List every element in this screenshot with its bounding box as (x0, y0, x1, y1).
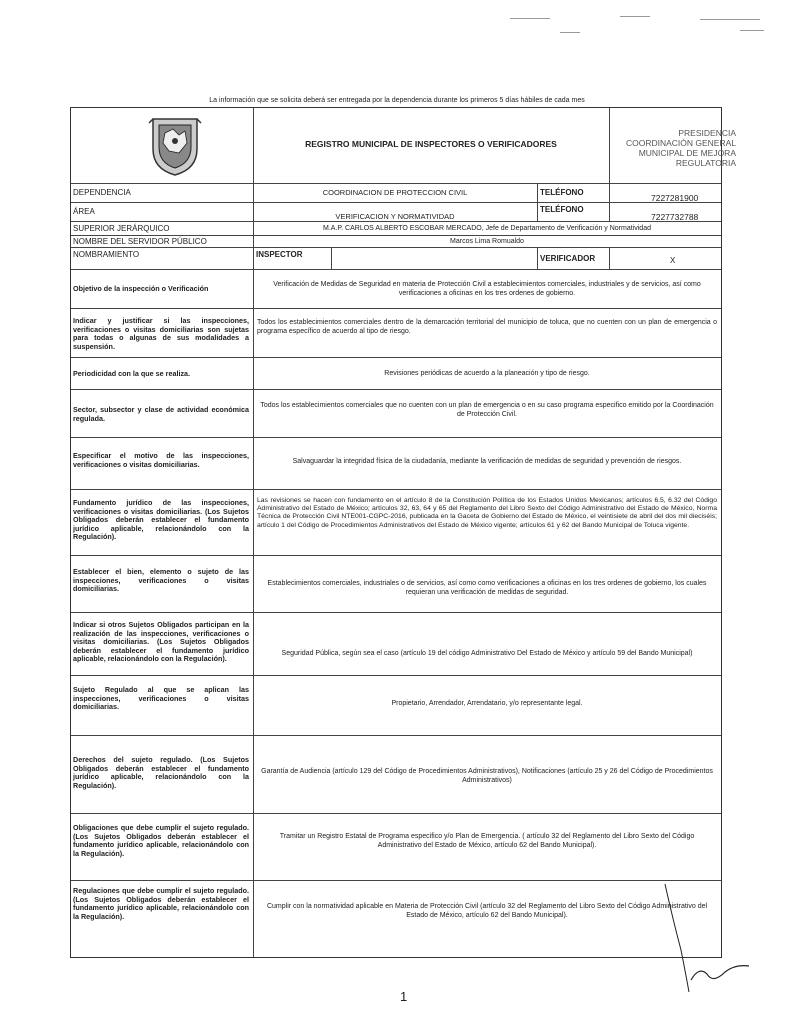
scan-artifact (620, 16, 650, 17)
motivo-row (71, 438, 721, 490)
scan-artifact (560, 32, 580, 33)
scan-artifact (740, 30, 764, 31)
otros-sujetos-row (71, 613, 721, 676)
verificador-label: VERIFICADOR (540, 254, 596, 263)
verificador-mark: X (670, 256, 676, 265)
area-label: ÁREA (73, 207, 95, 216)
regulaciones-row (71, 881, 721, 957)
row-value: Cumplir con la normatividad aplicable en Materia de Protección Civil (artículo 32 del Reglamento del Libro Sexto del Código Administrativo del Estado de México, artículo 62 del Bando Municipal). (266, 903, 708, 919)
servidor-label: NOMBRE DEL SERVIDOR PÚBLICO (73, 237, 207, 246)
telefono-label-1: TELÉFONO (540, 188, 584, 197)
row-label: Sector, subsector y clase de actividad económica regulada. (73, 405, 249, 423)
suspension-row (71, 309, 721, 358)
dependencia-row (71, 184, 721, 203)
dependencia-value: COORDINACION DE PROTECCION CIVIL (322, 188, 468, 197)
org-line-1: PRESIDENCIA (678, 128, 736, 138)
nombramiento-label: NOMBRAMIENTO (73, 250, 140, 259)
scan-artifact (700, 19, 760, 20)
area-row (71, 203, 721, 222)
signature-mark-icon (655, 880, 755, 1000)
row-label: Fundamento jurídico de las inspecciones, verificaciones o visitas domiciliarias. (Los Sujetos Obligados deberán establecer el fundamento jurídico aplicable, relacionándolo con la Regulación). (73, 498, 249, 541)
inspector-label: INSPECTOR (256, 250, 303, 259)
page-number: 1 (400, 989, 408, 1004)
row-label: Periodicidad con la que se realiza. (73, 369, 191, 378)
row-value: Las revisiones se hacen con fundamento en el artículo 8 de la Constitución Política de los Estados Unidos Mexicanos; artículos 6.5, 6.32 del Código Administrativo del Estado de México; artículos 32, 63, 64 y 65 del Reglamento del Libro Sexto del Código Administrativo del Estado de México, Norma Técnica de Protección Civil NTE001-CGPC-2016, publicada en la Gaceta de Gobierno del Estado de México, el veintisiete de abril del dos mil dieciséis; artículo 1 del Código de Procedimientos Administrativos del Estado de México vigente; artículos 61 y 62 del Bando Municipal de Toluca vigente. (257, 497, 717, 529)
sector-row (71, 390, 721, 438)
servidor-value: Marcos Lima Romualdo (450, 238, 524, 245)
periodicidad-row (71, 358, 721, 390)
row-label: Objetivo de la inspección o Verificación (73, 284, 209, 293)
superior-value: M.A.P. CARLOS ALBERTO ESCOBAR MERCADO, Jefe de Departamento de Verificación y Normatividad (323, 225, 651, 232)
obligaciones-row (71, 814, 721, 881)
row-value: Salvaguardar la integridad física de la ciudadanía, mediante la verificación de medidas de seguridad y prevención de riesgos. (292, 458, 682, 465)
bien-row (71, 556, 721, 613)
org-label (611, 128, 736, 168)
row-label: Especificar el motivo de las inspecciones, verificaciones o visitas domiciliarias. (73, 451, 249, 469)
row-label: Indicar si otros Sujetos Obligados participan en la realización de las inspecciones, verificaciones o visitas domiciliarias. (Los Sujetos Obligados deberán establecer el fundamento jurídico aplicable, relacionándolo con la Regulación). (73, 620, 249, 663)
org-line-3: MUNICIPAL DE MEJORA (638, 148, 736, 158)
row-label: Establecer el bien, elemento o sujeto de las inspecciones, verificaciones o visitas domiciliarias. (73, 567, 249, 593)
row-value: Seguridad Pública, según sea el caso (artículo 19 del código Administrativo Del Estado de México y artículo 59 del Bando Municipal) (281, 650, 693, 657)
row-value: Propietario, Arrendador, Arrendatario, y/o representante legal. (391, 700, 583, 707)
sujeto-regulado-row (71, 676, 721, 736)
fundamento-row (71, 490, 721, 556)
form-title: REGISTRO MUNICIPAL DE INSPECTORES O VERIFICADORES (305, 139, 557, 149)
telefono-value-2: 7227732788 (651, 212, 699, 222)
superior-label: SUPERIOR JERÁRQUICO (73, 224, 170, 233)
row-label: Obligaciones que debe cumplir el sujeto regulado. (Los Sujetos Obligados deberán establecer el fundamento jurídico aplicable, relacionándolo con la Regulación). (73, 823, 249, 858)
header-row (71, 108, 736, 184)
telefono-value-1: 7227281900 (651, 193, 699, 203)
servidor-row (71, 236, 721, 248)
row-value: Verificación de Medidas de Seguridad en materia de Protección Civil a establecimientos comerciales, industriales y de servicios, así como verificaciones a oficinas en los tres ordenes de gobierno. (273, 281, 701, 297)
registry-form (70, 107, 736, 958)
row-label: Regulaciones que debe cumplir el sujeto regulado. (Los Sujetos Obligados deberán establecer el fundamento jurídico aplicable, relacionándolo con la Regulación). (73, 886, 249, 921)
derechos-row (71, 736, 721, 814)
row-value: Todos los establecimientos comerciales dentro de la demarcación territorial del municipio de toluca, que no cuenten con un plan de emergencia o programa específico de acuerdo al tipo de riesgo. (257, 319, 717, 335)
state-emblem-icon (145, 113, 205, 177)
notice-text: La información que se solicita deberá ser entregada por la dependencia durante los primeros 5 días hábiles de cada mes (209, 97, 585, 104)
row-value: Tramitar un Registro Estatal de Programa especifico y/o Plan de Emergencia. ( artículo 32 del Reglamento del Libro Sexto del Código Administrativo del Estado de México, artículo 62 del Bando Municipal). (279, 833, 695, 849)
area-value: VERIFICACION Y NORMATIVIDAD (335, 212, 455, 221)
row-value: Garantía de Audiencia (artículo 129 del Código de Procedimientos Administrativos), Notificaciones (artículo 25 y 26 del Código de Procedimientos Administrativos) (261, 768, 713, 784)
scan-artifact (510, 18, 550, 19)
row-value: Todos los establecimientos comerciales que no cuenten con un plan de emergencia o en su caso programa especifico emitido por la Coordinación de Protección Civil. (260, 402, 714, 418)
row-label: Indicar y justificar si las inspecciones, verificaciones o visitas domiciliarias son sujetas para todas o algunas de sus modalidades a suspensión. (73, 316, 249, 351)
telefono-label-2: TELÉFONO (540, 205, 584, 214)
row-label: Derechos del sujeto regulado. (Los Sujetos Obligados deberán establecer el fundamento jurídico aplicable, relacionándolo con la Regulación). (73, 755, 249, 790)
objetivo-row (71, 270, 721, 309)
dependencia-label: DEPENDENCIA (73, 188, 131, 197)
org-line-2: COORDINACIÓN GENERAL (625, 138, 736, 148)
row-label: Sujeto Regulado al que se aplican las inspecciones, verificaciones o visitas domiciliarias. (73, 685, 249, 711)
superior-row (71, 222, 721, 236)
org-line-4: REGULATORIA (675, 158, 736, 168)
nombramiento-row (71, 248, 721, 270)
row-value: Establecimientos comerciales, industriales o de servicios, así como como verificaciones a oficinas en los tres ordenes de gobierno, los cuales requieran una verificación de medidas de seguridad. (267, 580, 707, 596)
row-value: Revisiones periódicas de acuerdo a la planeación y tipo de riesgo. (384, 370, 590, 377)
